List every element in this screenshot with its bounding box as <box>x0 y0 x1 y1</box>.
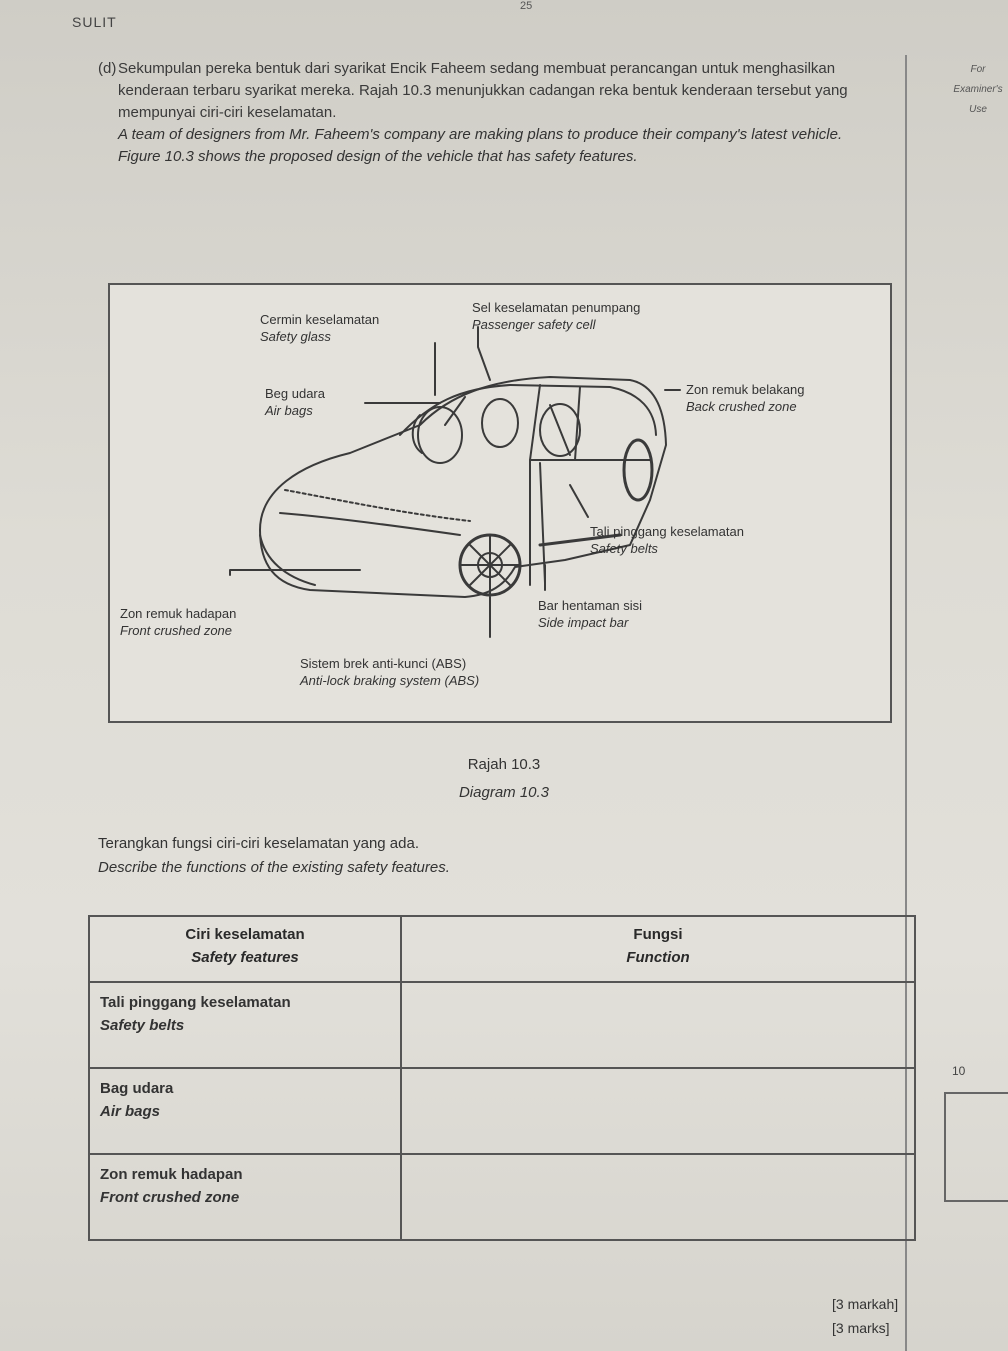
header-feature-ms: Ciri keselamatan <box>185 926 305 943</box>
label-safety-glass-en: Safety glass <box>260 329 331 344</box>
table-row <box>89 982 915 1068</box>
label-airbags <box>265 385 325 419</box>
label-airbags-ms: Beg udara <box>265 386 325 401</box>
label-airbags-en: Air bags <box>265 403 313 418</box>
table-row <box>89 1068 915 1154</box>
header-function <box>401 916 915 982</box>
car-diagram <box>108 283 892 723</box>
question-text-en: A team of designers from Mr. Faheem's company are making plans to produce their company's latest vehicle. Figure 10.3 shows the proposed design of the vehicle that has safety features. <box>118 126 843 165</box>
label-passenger-cell-ms: Sel keselamatan penumpang <box>472 300 641 315</box>
feature-safety-belts-ms: Tali pinggang keselamatan <box>100 994 291 1011</box>
feature-air-bags-ms: Bag udara <box>100 1080 174 1097</box>
label-front-crushed-zone-en: Front crushed zone <box>120 623 233 638</box>
question-text-ms: Sekumpulan pereka bentuk dari syarikat Encik Faheem sedang membuat perancangan untuk menghasilkan kenderaan terbaru syarikat mereka. Rajah 10.3 menunjukkan cadangan reka bentuk kenderaan tersebut yang mempunyai ciri-ciri keselamatan. <box>118 60 848 121</box>
diagram-caption-ms: Rajah 10.3 <box>467 756 541 773</box>
function-answer-front-crushed-zone[interactable] <box>401 1154 915 1240</box>
feature-front-crushed-zone-en: Front crushed zone <box>100 1189 240 1206</box>
header-function-en: Function <box>626 949 690 966</box>
examiner-note <box>948 60 1008 120</box>
header-feature <box>89 916 401 982</box>
label-passenger-cell-en: Passenger safety cell <box>472 317 596 332</box>
header-function-ms: Fungsi <box>633 926 683 943</box>
door-frame <box>530 460 545 585</box>
feature-air-bags <box>89 1068 401 1154</box>
instruction-ms: Terangkan fungsi ciri-ciri keselamatan yang ada. <box>98 835 419 852</box>
label-safety-glass <box>260 311 379 345</box>
seat-front <box>418 407 462 463</box>
seat-middle <box>482 399 518 447</box>
label-abs <box>300 655 479 689</box>
label-back-crushed-zone <box>686 381 805 415</box>
examiner-note-line1: For Examiner's <box>953 64 1003 95</box>
leader-front-zone <box>230 570 360 575</box>
instruction-en: Describe the functions of the existing safety features. <box>98 859 450 876</box>
label-safety-glass-ms: Cermin keselamatan <box>260 312 380 327</box>
table-header-row <box>89 916 915 982</box>
label-side-impact-bar <box>538 597 642 631</box>
label-safety-belts-ms: Tali pinggang keselamatan <box>590 524 744 539</box>
page-number: 25 <box>520 0 533 12</box>
table-row <box>89 1154 915 1240</box>
header-feature-en: Safety features <box>191 949 299 966</box>
answer-table <box>88 915 916 1241</box>
seat-belt <box>550 405 570 455</box>
label-front-crushed-zone-ms: Zon remuk hadapan <box>120 606 237 621</box>
feature-front-crushed-zone <box>89 1154 401 1240</box>
marks-box-number: 10 <box>952 1064 966 1078</box>
examiner-marks-box <box>944 1092 1008 1202</box>
label-back-crushed-zone-ms: Zon remuk belakang <box>686 382 805 397</box>
front-bumper <box>260 535 315 585</box>
feature-front-crushed-zone-ms: Zon remuk hadapan <box>100 1166 243 1183</box>
label-front-crushed-zone <box>120 605 236 639</box>
label-safety-belts <box>590 523 744 557</box>
feature-air-bags-en: Air bags <box>100 1103 161 1120</box>
examiner-note-line2: Use <box>969 104 987 115</box>
marks-allocation <box>832 1292 898 1340</box>
leader-safety-cell <box>478 327 490 380</box>
diagram-caption-en: Diagram 10.3 <box>458 784 550 801</box>
function-answer-air-bags[interactable] <box>401 1068 915 1154</box>
feature-safety-belts-en: Safety belts <box>100 1017 185 1034</box>
marks-en: [3 marks] <box>832 1320 890 1336</box>
label-abs-en: Anti-lock braking system (ABS) <box>300 673 480 688</box>
roof-line <box>510 385 656 435</box>
label-passenger-cell <box>472 299 640 333</box>
window-frame <box>445 385 650 460</box>
label-back-crushed-zone-en: Back crushed zone <box>686 399 797 414</box>
page-code: SULIT <box>72 14 117 30</box>
feature-safety-belts <box>89 982 401 1068</box>
leader-belts <box>570 485 588 517</box>
label-side-impact-bar-en: Side impact bar <box>538 615 629 630</box>
label-side-impact-bar-ms: Bar hentaman sisi <box>538 598 643 613</box>
label-abs-ms: Sistem brek anti-kunci (ABS) <box>300 656 467 671</box>
instruction <box>98 832 450 880</box>
question-text <box>98 58 888 168</box>
car-illustration <box>110 285 890 721</box>
function-answer-safety-belts[interactable] <box>401 982 915 1068</box>
label-safety-belts-en: Safety belts <box>590 541 658 556</box>
question-number: (d) <box>98 60 117 77</box>
marks-ms: [3 markah] <box>832 1296 899 1312</box>
rear-wheel <box>624 440 652 500</box>
